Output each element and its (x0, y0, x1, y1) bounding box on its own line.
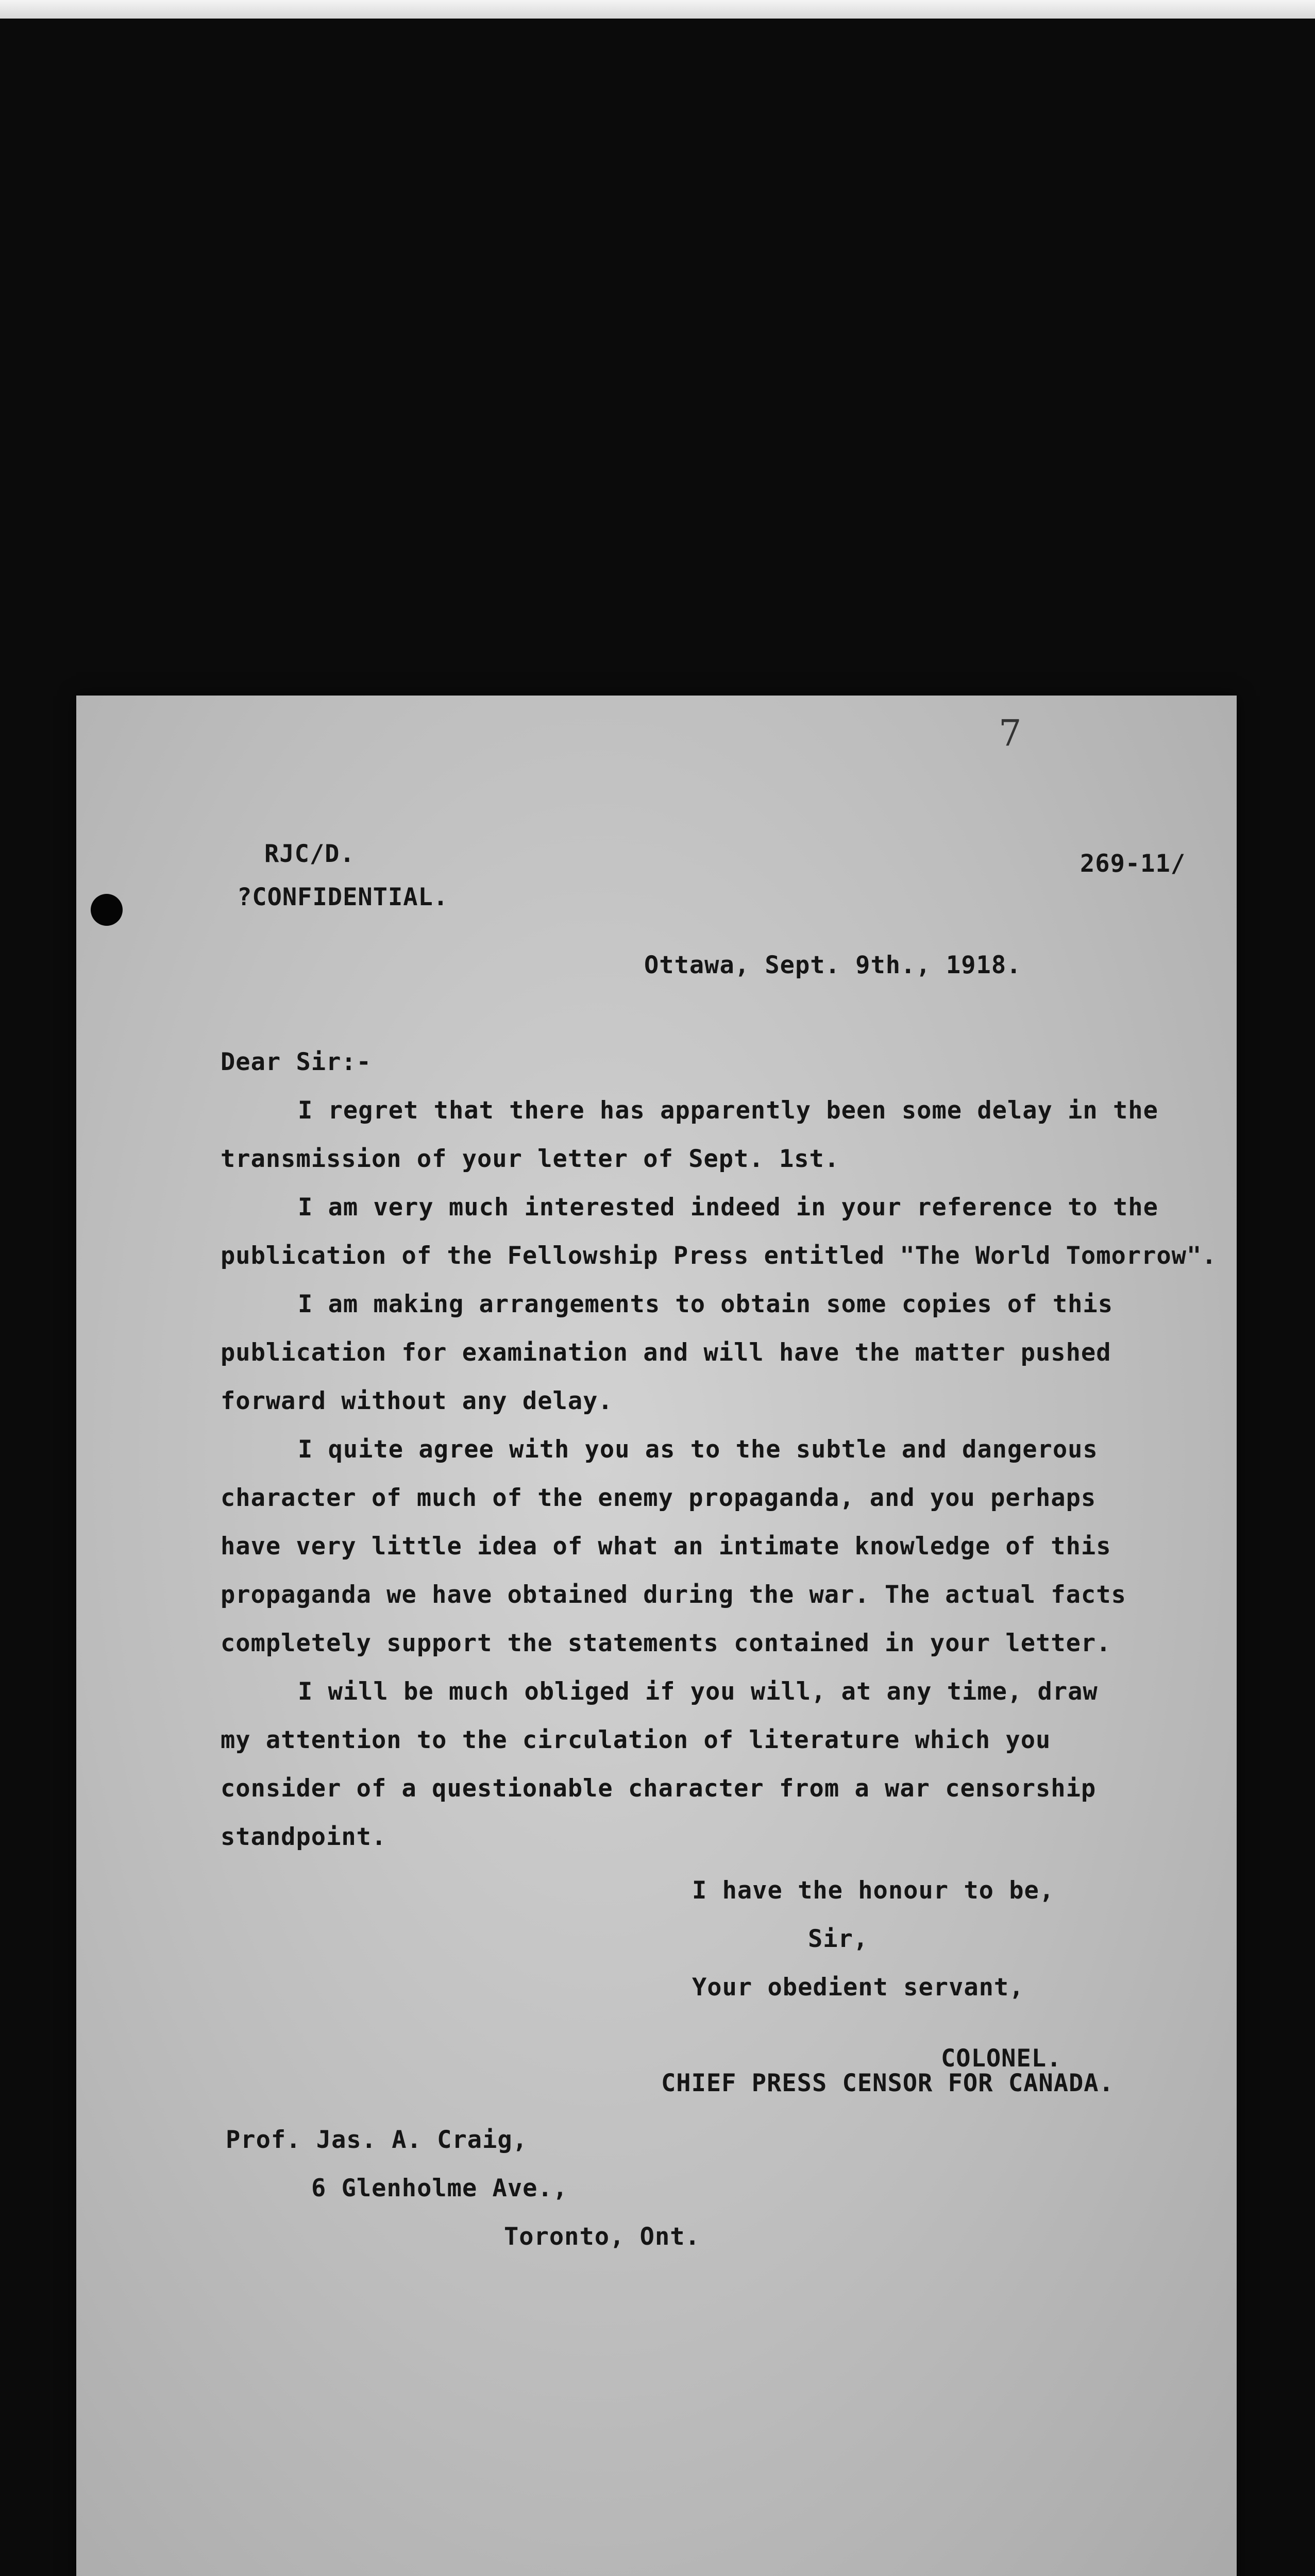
letter-page (76, 696, 1237, 2576)
body-line: standpoint. (221, 1823, 387, 1851)
body-line: publication for examination and will have the matter pushed (221, 1338, 1111, 1367)
file-reference: 269-11/ (1080, 850, 1186, 878)
body-line: my attention to the circulation of literature which you (221, 1726, 1051, 1754)
closing-line: Your obedient servant, (692, 1973, 1024, 2002)
body-line: publication of the Fellowship Press entitled "The World Tomorrow". (221, 1242, 1217, 1270)
body-line: character of much of the enemy propaganda, and you perhaps (221, 1484, 1097, 1512)
body-line: forward without any delay. (221, 1387, 613, 1415)
body-line: I quite agree with you as to the subtle and dangerous (298, 1435, 1098, 1464)
corner-mark: 7 (999, 712, 1022, 754)
body-line: I regret that there has apparently been some delay in the (298, 1096, 1158, 1125)
addressee-name: Prof. Jas. A. Craig, (226, 2126, 528, 2154)
classification: ?CONFIDENTIAL. (237, 883, 449, 911)
salutation: Dear Sir:- (221, 1048, 372, 1076)
body-line: transmission of your letter of Sept. 1st. (221, 1145, 840, 1173)
body-line: consider of a questionable character from a war censorship (221, 1774, 1097, 1803)
body-line: I will be much obliged if you will, at any time, draw (298, 1677, 1098, 1706)
closing-line: Sir, (808, 1925, 869, 1953)
body-line: propaganda we have obtained during the war. The actual facts (221, 1581, 1126, 1609)
scanner-top-strip (0, 0, 1315, 19)
body-line: I am very much interested indeed in your reference to the (298, 1193, 1158, 1222)
signature-title: CHIEF PRESS CENSOR FOR CANADA. (661, 2069, 1114, 2097)
addressee-street: 6 Glenholme Ave., (311, 2174, 568, 2202)
dateline: Ottawa, Sept. 9th., 1918. (644, 951, 1022, 979)
body-line: have very little idea of what an intimate knowledge of this (221, 1532, 1111, 1561)
signature-rank: COLONEL. (941, 2044, 1062, 2073)
closing-line: I have the honour to be, (692, 1876, 1055, 1905)
addressee-city: Toronto, Ont. (504, 2223, 700, 2251)
body-line: completely support the statements contained in your letter. (221, 1629, 1111, 1657)
punch-hole (91, 894, 123, 926)
body-line: I am making arrangements to obtain some copies of this (298, 1290, 1114, 1318)
reference-initials: RJC/D. (264, 840, 355, 868)
